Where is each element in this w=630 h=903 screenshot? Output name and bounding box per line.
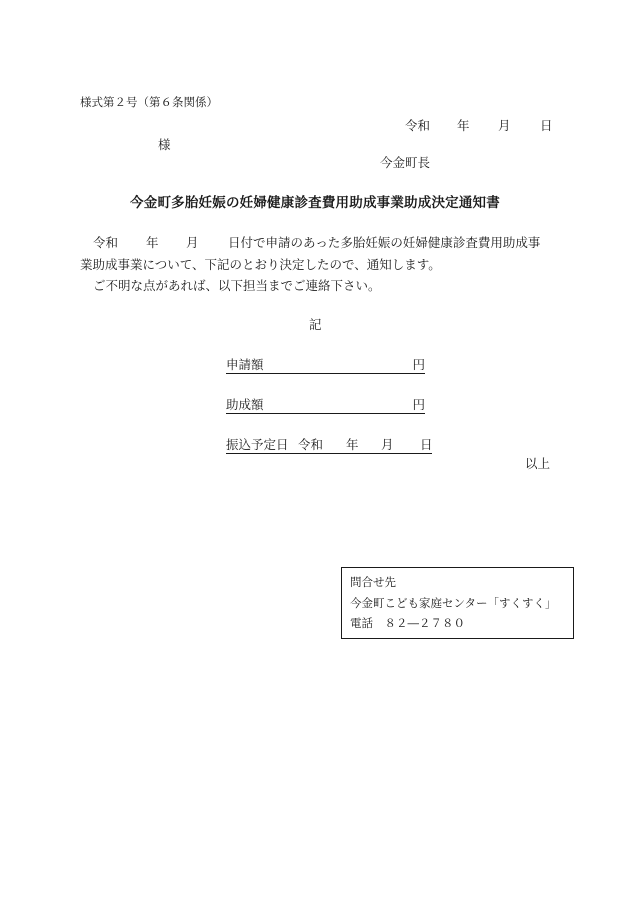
body-line1-text: 日付で申請のあった多胎妊娠の妊婦健康診査費用助成事 bbox=[228, 235, 541, 250]
contact-box bbox=[341, 567, 574, 639]
date-month: 月 bbox=[498, 118, 511, 133]
closing-ijou: 以上 bbox=[525, 456, 551, 471]
grant-amount-unit: 円 bbox=[412, 397, 425, 412]
transfer-date-year: 年 bbox=[346, 437, 359, 452]
body-month: 月 bbox=[186, 235, 199, 250]
contact-heading: 問合せ先 bbox=[350, 575, 396, 589]
transfer-date-month: 月 bbox=[381, 437, 394, 452]
body-year: 年 bbox=[146, 235, 159, 250]
application-amount-field bbox=[226, 359, 425, 374]
transfer-date-field bbox=[226, 439, 432, 454]
grant-amount-label: 助成額 bbox=[226, 397, 264, 412]
form-number-label: 様式第２号（第６条関係） bbox=[80, 95, 218, 109]
date-year: 年 bbox=[457, 118, 470, 133]
transfer-date-era: 令和 bbox=[298, 437, 324, 452]
issuer-name: 今金町長 bbox=[380, 155, 431, 170]
notation-ki: 記 bbox=[309, 317, 322, 332]
transfer-date-label: 振込予定日 bbox=[226, 437, 289, 452]
body-line2: 業助成事業について、下記のとおり決定したので、通知します。 bbox=[80, 257, 441, 272]
contact-phone: 電話 ８２―２７８０ bbox=[350, 616, 465, 630]
date-era: 令和 bbox=[405, 118, 431, 133]
transfer-date-day: 日 bbox=[420, 437, 433, 452]
document-title: 今金町多胎妊娠の妊婦健康診査費用助成事業助成決定通知書 bbox=[130, 195, 500, 211]
application-amount-unit: 円 bbox=[412, 357, 425, 372]
body-era: 令和 bbox=[93, 235, 119, 250]
body-line3: ご不明な点があれば、以下担当までご連絡下さい。 bbox=[93, 278, 381, 293]
contact-office: 今金町こども家庭センター「すくすく」 bbox=[350, 596, 557, 610]
application-amount-label: 申請額 bbox=[226, 357, 264, 372]
date-day: 日 bbox=[540, 118, 553, 133]
grant-amount-field bbox=[226, 399, 425, 414]
addressee-honorific: 様 bbox=[158, 137, 171, 152]
